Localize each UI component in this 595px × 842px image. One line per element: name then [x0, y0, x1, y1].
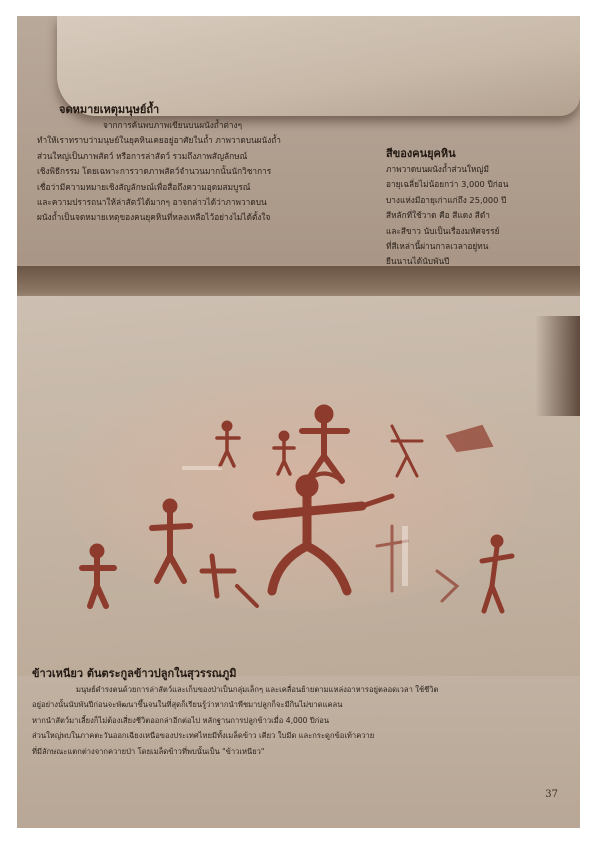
paragraph-line: ยืนนานได้นับพันปี	[386, 256, 450, 267]
paragraph-line: เชื่อว่ามีความหมายเชิงสัญลักษณ์เพื่อสื่อถึงความอุดมสมบูรณ์	[37, 181, 251, 192]
section-sticky-rice	[32, 666, 572, 759]
paragraph-line: มนุษย์ดำรงตนด้วยการล่าสัตว์และเก็บของป่าเป็นกลุ่มเล็กๆ และเคลื่อนย้ายตามแหล่งอาหารอยู่ตลอดเวลา ใช้ชีวิต	[76, 685, 439, 694]
paragraph-line: และสีขาว นับเป็นเรื่องมหัศจรรย์	[386, 225, 500, 236]
paragraph-line: ส่วนใหญ่เป็นภาพสัตว์ หรือการล่าสัตว์ รวมถึงภาพสัญลักษณ์	[37, 150, 248, 161]
paragraph-line: และความปรารถนาให้ล่าสัตว์ได้มากๆ อาจกล่าวได้ว่าภาพวาดบน	[37, 197, 267, 208]
cave-painting-image	[62, 356, 532, 616]
paragraph-line: ที่มีลักษณะแตกต่างจากควายป่า โดยเมล็ดข้าวที่พบนั้นเป็น "ข้าวเหนียว"	[32, 746, 265, 756]
paragraph-line: อยู่อย่างนั้นนับพันปีก่อนจะพัฒนาขึ้นจนในที่สุดก็เรียนรู้ว่าหากนำพืชมาปลูกก็จะมีกินไม่ขาดแคลน	[32, 700, 343, 710]
paragraph-line: อายุเฉลี่ยไม่น้อยกว่า 3,000 ปีก่อน	[386, 179, 509, 190]
paragraph-line: สีหลักที่ใช้วาด คือ สีแดง สีดำ	[386, 210, 490, 221]
paragraph-line: บางแห่งมีอายุเก่าแก่ถึง 25,000 ปี	[386, 194, 507, 205]
rock-slab-top	[57, 16, 580, 116]
page-number: 37	[545, 789, 558, 800]
paragraph-line: หากนำสัตว์มาเลี้ยงก็ไม่ต้องเสี่ยงชีวิตออกล่าอีกต่อไป หลักฐานการปลูกข้าวเมื่อ 4,000 ปีก่อน	[32, 715, 330, 725]
section-heading: ข้าวเหนียว ต้นตระกูลข้าวปลูกในสุวรรณภูมิ	[32, 667, 237, 680]
section-heading: จดหมายเหตุมนุษย์ถ้ำ	[59, 103, 160, 116]
section-cave-records	[37, 102, 379, 226]
paragraph-line: ทำให้เราทราบว่ามนุษย์ในยุคหินเคยอยู่อาศัยในถ้ำ ภาพวาดบนผนังถ้ำ	[37, 135, 281, 146]
paragraph-line: ภาพวาดบนผนังถ้ำส่วนใหญ่มี	[386, 164, 489, 174]
page-background	[17, 16, 580, 828]
paragraph-line: ส่วนใหญ่พบในภาคตะวันออกเฉียงเหนือของประเทศไทยมีทั้งเมล็ดข้าว เคียว ใบมีด และกระดูกข้อเท้าควาย	[32, 731, 375, 741]
section-heading: สีของคนยุคหิน	[386, 147, 456, 160]
paragraph-line: เชิงพิธีกรรม โดยเฉพาะการวาดภาพสัตว์จำนวนมากนั้นนักวิชาการ	[37, 166, 272, 177]
paragraph-body	[37, 133, 385, 225]
paragraph-line: ที่สีเหล่านี้ผ่านกาลเวลาอยู่ทน	[386, 241, 489, 252]
paragraph-line: จากการค้นพบภาพเขียนบนผนังถ้ำต่างๆ	[103, 120, 243, 130]
section-stone-age-colors	[386, 146, 576, 270]
rock-shadow-right	[535, 316, 580, 416]
paragraph-line: ผนังถ้ำเป็นจดหมายเหตุของคนยุคหินที่หลงเหลือไว้อย่างไม่ได้ตั้งใจ	[37, 212, 271, 223]
